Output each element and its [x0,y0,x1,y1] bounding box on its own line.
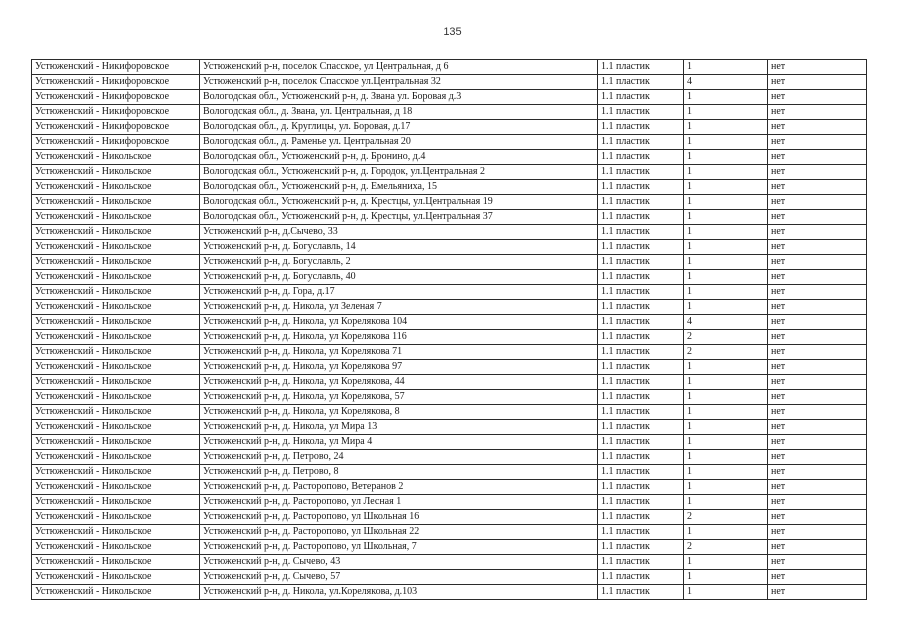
container-type-cell: 1.1 пластик [598,210,684,225]
settlement-cell: Устюженский - Никольское [32,450,200,465]
table-row [32,255,867,270]
table-row [32,570,867,585]
container-type-cell: 1.1 пластик [598,180,684,195]
table-body [32,60,867,600]
settlement-cell: Устюженский - Никольское [32,540,200,555]
container-type-cell: 1.1 пластик [598,120,684,135]
flag-cell: нет [768,480,867,495]
container-type-cell: 1.1 пластик [598,375,684,390]
flag-cell: нет [768,585,867,600]
flag-cell: нет [768,465,867,480]
flag-cell: нет [768,405,867,420]
address-cell: Устюженский р-н, д. Гора, д.17 [200,285,598,300]
count-cell: 1 [684,555,768,570]
table-row [32,420,867,435]
address-cell: Устюженский р-н, поселок Спасское, ул Центральная, д 6 [200,60,598,75]
settlement-cell: Устюженский - Никифоровское [32,90,200,105]
container-type-cell: 1.1 пластик [598,435,684,450]
table-row [32,240,867,255]
container-type-cell: 1.1 пластик [598,255,684,270]
flag-cell: нет [768,390,867,405]
address-cell: Устюженский р-н, д. Богуславль, 14 [200,240,598,255]
address-cell: Устюженский р-н, д. Расторопово, ул Лесная 1 [200,495,598,510]
count-cell: 1 [684,525,768,540]
flag-cell: нет [768,180,867,195]
container-type-cell: 1.1 пластик [598,525,684,540]
count-cell: 1 [684,60,768,75]
address-cell: Устюженский р-н, д. Никола, ул Мира 4 [200,435,598,450]
settlement-cell: Устюженский - Никольское [32,330,200,345]
address-cell: Устюженский р-н, д. Сычево, 57 [200,570,598,585]
container-type-cell: 1.1 пластик [598,555,684,570]
address-cell: Устюженский р-н, д. Никола, ул Зеленая 7 [200,300,598,315]
count-cell: 2 [684,540,768,555]
count-cell: 1 [684,105,768,120]
container-type-cell: 1.1 пластик [598,150,684,165]
address-cell: Устюженский р-н, д. Никола, ул Корелякова 97 [200,360,598,375]
settlement-cell: Устюженский - Никольское [32,495,200,510]
settlement-cell: Устюженский - Никольское [32,405,200,420]
flag-cell: нет [768,165,867,180]
settlement-cell: Устюженский - Никольское [32,255,200,270]
address-cell: Устюженский р-н, д. Расторопово, ул Школьная, 7 [200,540,598,555]
count-cell: 1 [684,255,768,270]
flag-cell: нет [768,360,867,375]
address-cell: Устюженский р-н, д. Никола, ул Корелякова 116 [200,330,598,345]
address-cell: Вологодская обл., д. Звана, ул. Центральная, д 18 [200,105,598,120]
table-row [32,585,867,600]
settlement-cell: Устюженский - Никольское [32,195,200,210]
table-row [32,135,867,150]
address-cell: Вологодская обл., д. Круглицы, ул. Боровая, д.17 [200,120,598,135]
table-row [32,435,867,450]
count-cell: 4 [684,315,768,330]
count-cell: 1 [684,270,768,285]
table-row [32,165,867,180]
table-row [32,75,867,90]
container-type-cell: 1.1 пластик [598,390,684,405]
address-cell: Вологодская обл., Устюженский р-н, д. Крестцы, ул.Центральная 37 [200,210,598,225]
count-cell: 1 [684,300,768,315]
settlement-cell: Устюженский - Никольское [32,480,200,495]
container-type-cell: 1.1 пластик [598,330,684,345]
count-cell: 1 [684,90,768,105]
address-cell: Устюженский р-н, д. Богуславль, 40 [200,270,598,285]
container-type-cell: 1.1 пластик [598,585,684,600]
count-cell: 1 [684,450,768,465]
address-cell: Устюженский р-н, д. Никола, ул Корелякова 71 [200,345,598,360]
count-cell: 1 [684,435,768,450]
count-cell: 1 [684,225,768,240]
flag-cell: нет [768,90,867,105]
data-table [31,59,867,600]
count-cell: 1 [684,390,768,405]
settlement-cell: Устюженский - Никольское [32,210,200,225]
settlement-cell: Устюженский - Никольское [32,150,200,165]
count-cell: 1 [684,135,768,150]
container-type-cell: 1.1 пластик [598,345,684,360]
count-cell: 1 [684,195,768,210]
flag-cell: нет [768,510,867,525]
flag-cell: нет [768,120,867,135]
flag-cell: нет [768,135,867,150]
settlement-cell: Устюженский - Никольское [32,465,200,480]
flag-cell: нет [768,75,867,90]
address-cell: Вологодская обл., д. Раменье ул. Центральная 20 [200,135,598,150]
table-row [32,525,867,540]
settlement-cell: Устюженский - Никольское [32,180,200,195]
container-type-cell: 1.1 пластик [598,420,684,435]
flag-cell: нет [768,315,867,330]
count-cell: 1 [684,465,768,480]
count-cell: 1 [684,585,768,600]
container-type-cell: 1.1 пластик [598,165,684,180]
container-type-cell: 1.1 пластик [598,495,684,510]
table-row [32,195,867,210]
count-cell: 1 [684,405,768,420]
settlement-cell: Устюженский - Никольское [32,300,200,315]
settlement-cell: Устюженский - Никольское [32,525,200,540]
address-cell: Устюженский р-н, д. Никола, ул Корелякова, 57 [200,390,598,405]
table-row [32,90,867,105]
count-cell: 1 [684,360,768,375]
flag-cell: нет [768,495,867,510]
table-row [32,360,867,375]
count-cell: 2 [684,510,768,525]
container-type-cell: 1.1 пластик [598,285,684,300]
container-type-cell: 1.1 пластик [598,465,684,480]
address-cell: Устюженский р-н, д. Расторопово, Ветеранов 2 [200,480,598,495]
settlement-cell: Устюженский - Никифоровское [32,75,200,90]
count-cell: 2 [684,345,768,360]
count-cell: 1 [684,570,768,585]
count-cell: 1 [684,420,768,435]
table-row [32,495,867,510]
flag-cell: нет [768,240,867,255]
table-row [32,225,867,240]
table-row [32,465,867,480]
container-type-cell: 1.1 пластик [598,510,684,525]
flag-cell: нет [768,225,867,240]
container-type-cell: 1.1 пластик [598,450,684,465]
address-cell: Устюженский р-н, д. Никола, ул Мира 13 [200,420,598,435]
flag-cell: нет [768,60,867,75]
settlement-cell: Устюженский - Никольское [32,240,200,255]
container-type-cell: 1.1 пластик [598,105,684,120]
count-cell: 1 [684,285,768,300]
flag-cell: нет [768,570,867,585]
flag-cell: нет [768,555,867,570]
flag-cell: нет [768,210,867,225]
settlement-cell: Устюженский - Никольское [32,390,200,405]
settlement-cell: Устюженский - Никифоровское [32,120,200,135]
settlement-cell: Устюженский - Никольское [32,225,200,240]
address-cell: Устюженский р-н, д. Петрово, 24 [200,450,598,465]
address-cell: Вологодская обл., Устюженский р-н, д. Звана ул. Боровая д.3 [200,90,598,105]
flag-cell: нет [768,525,867,540]
table-row [32,270,867,285]
container-type-cell: 1.1 пластик [598,240,684,255]
settlement-cell: Устюженский - Никольское [32,570,200,585]
flag-cell: нет [768,105,867,120]
flag-cell: нет [768,375,867,390]
address-cell: Устюженский р-н, д. Расторопово, ул Школьная 22 [200,525,598,540]
address-cell: Устюженский р-н, д. Расторопово, ул Школьная 16 [200,510,598,525]
table-row [32,180,867,195]
container-type-cell: 1.1 пластик [598,540,684,555]
container-type-cell: 1.1 пластик [598,360,684,375]
address-cell: Устюженский р-н, д. Петрово, 8 [200,465,598,480]
settlement-cell: Устюженский - Никольское [32,315,200,330]
address-cell: Устюженский р-н, поселок Спасское ул.Центральная 32 [200,75,598,90]
count-cell: 1 [684,495,768,510]
table-row [32,390,867,405]
count-cell: 4 [684,75,768,90]
address-cell: Вологодская обл., Устюженский р-н, д. Емельяниха, 15 [200,180,598,195]
address-cell: Вологодская обл., Устюженский р-н, д. Крестцы, ул.Центральная 19 [200,195,598,210]
settlement-cell: Устюженский - Никифоровское [32,105,200,120]
address-cell: Устюженский р-н, д. Никола, ул Корелякова, 44 [200,375,598,390]
settlement-cell: Устюженский - Никольское [32,420,200,435]
flag-cell: нет [768,435,867,450]
address-cell: Вологодская обл., Устюженский р-н, д. Городок, ул.Центральная 2 [200,165,598,180]
settlement-cell: Устюженский - Никольское [32,585,200,600]
settlement-cell: Устюженский - Никольское [32,360,200,375]
table-row [32,375,867,390]
table-row [32,345,867,360]
container-type-cell: 1.1 пластик [598,300,684,315]
container-type-cell: 1.1 пластик [598,315,684,330]
count-cell: 1 [684,480,768,495]
settlement-cell: Устюженский - Никольское [32,435,200,450]
flag-cell: нет [768,450,867,465]
table-row [32,450,867,465]
container-type-cell: 1.1 пластик [598,570,684,585]
settlement-cell: Устюженский - Никольское [32,165,200,180]
count-cell: 1 [684,120,768,135]
table-row [32,510,867,525]
table-row [32,555,867,570]
flag-cell: нет [768,150,867,165]
table-row [32,540,867,555]
count-cell: 1 [684,375,768,390]
address-cell: Устюженский р-н, д. Сычево, 43 [200,555,598,570]
container-type-cell: 1.1 пластик [598,75,684,90]
page-number: 135 [443,26,462,38]
count-cell: 2 [684,330,768,345]
address-cell: Устюженский р-н, д.Сычево, 33 [200,225,598,240]
container-type-cell: 1.1 пластик [598,480,684,495]
table-row [32,330,867,345]
count-cell: 1 [684,240,768,255]
settlement-cell: Устюженский - Никифоровское [32,135,200,150]
flag-cell: нет [768,255,867,270]
count-cell: 1 [684,165,768,180]
container-type-cell: 1.1 пластик [598,90,684,105]
table-row [32,120,867,135]
settlement-cell: Устюженский - Никифоровское [32,60,200,75]
address-cell: Устюженский р-н, д. Никола, ул Корелякова, 8 [200,405,598,420]
flag-cell: нет [768,300,867,315]
container-type-cell: 1.1 пластик [598,60,684,75]
address-cell: Устюженский р-н, д. Никола, ул.Корелякова, д.103 [200,585,598,600]
table-row [32,210,867,225]
settlement-cell: Устюженский - Никольское [32,270,200,285]
settlement-cell: Устюженский - Никольское [32,555,200,570]
flag-cell: нет [768,330,867,345]
settlement-cell: Устюженский - Никольское [32,285,200,300]
address-cell: Вологодская обл., Устюженский р-н, д. Бронино, д.4 [200,150,598,165]
flag-cell: нет [768,195,867,210]
settlement-cell: Устюженский - Никольское [32,510,200,525]
table-row [32,300,867,315]
flag-cell: нет [768,345,867,360]
container-type-cell: 1.1 пластик [598,405,684,420]
table-row [32,150,867,165]
table-row [32,285,867,300]
container-type-cell: 1.1 пластик [598,225,684,240]
container-type-cell: 1.1 пластик [598,195,684,210]
count-cell: 1 [684,180,768,195]
count-cell: 1 [684,210,768,225]
container-type-cell: 1.1 пластик [598,270,684,285]
table-row [32,60,867,75]
table-row [32,405,867,420]
address-cell: Устюженский р-н, д. Никола, ул Корелякова 104 [200,315,598,330]
count-cell: 1 [684,150,768,165]
flag-cell: нет [768,540,867,555]
flag-cell: нет [768,420,867,435]
table-row [32,480,867,495]
table-row [32,315,867,330]
settlement-cell: Устюженский - Никольское [32,345,200,360]
flag-cell: нет [768,270,867,285]
container-type-cell: 1.1 пластик [598,135,684,150]
table-row [32,105,867,120]
flag-cell: нет [768,285,867,300]
address-cell: Устюженский р-н, д. Богуславль, 2 [200,255,598,270]
settlement-cell: Устюженский - Никольское [32,375,200,390]
